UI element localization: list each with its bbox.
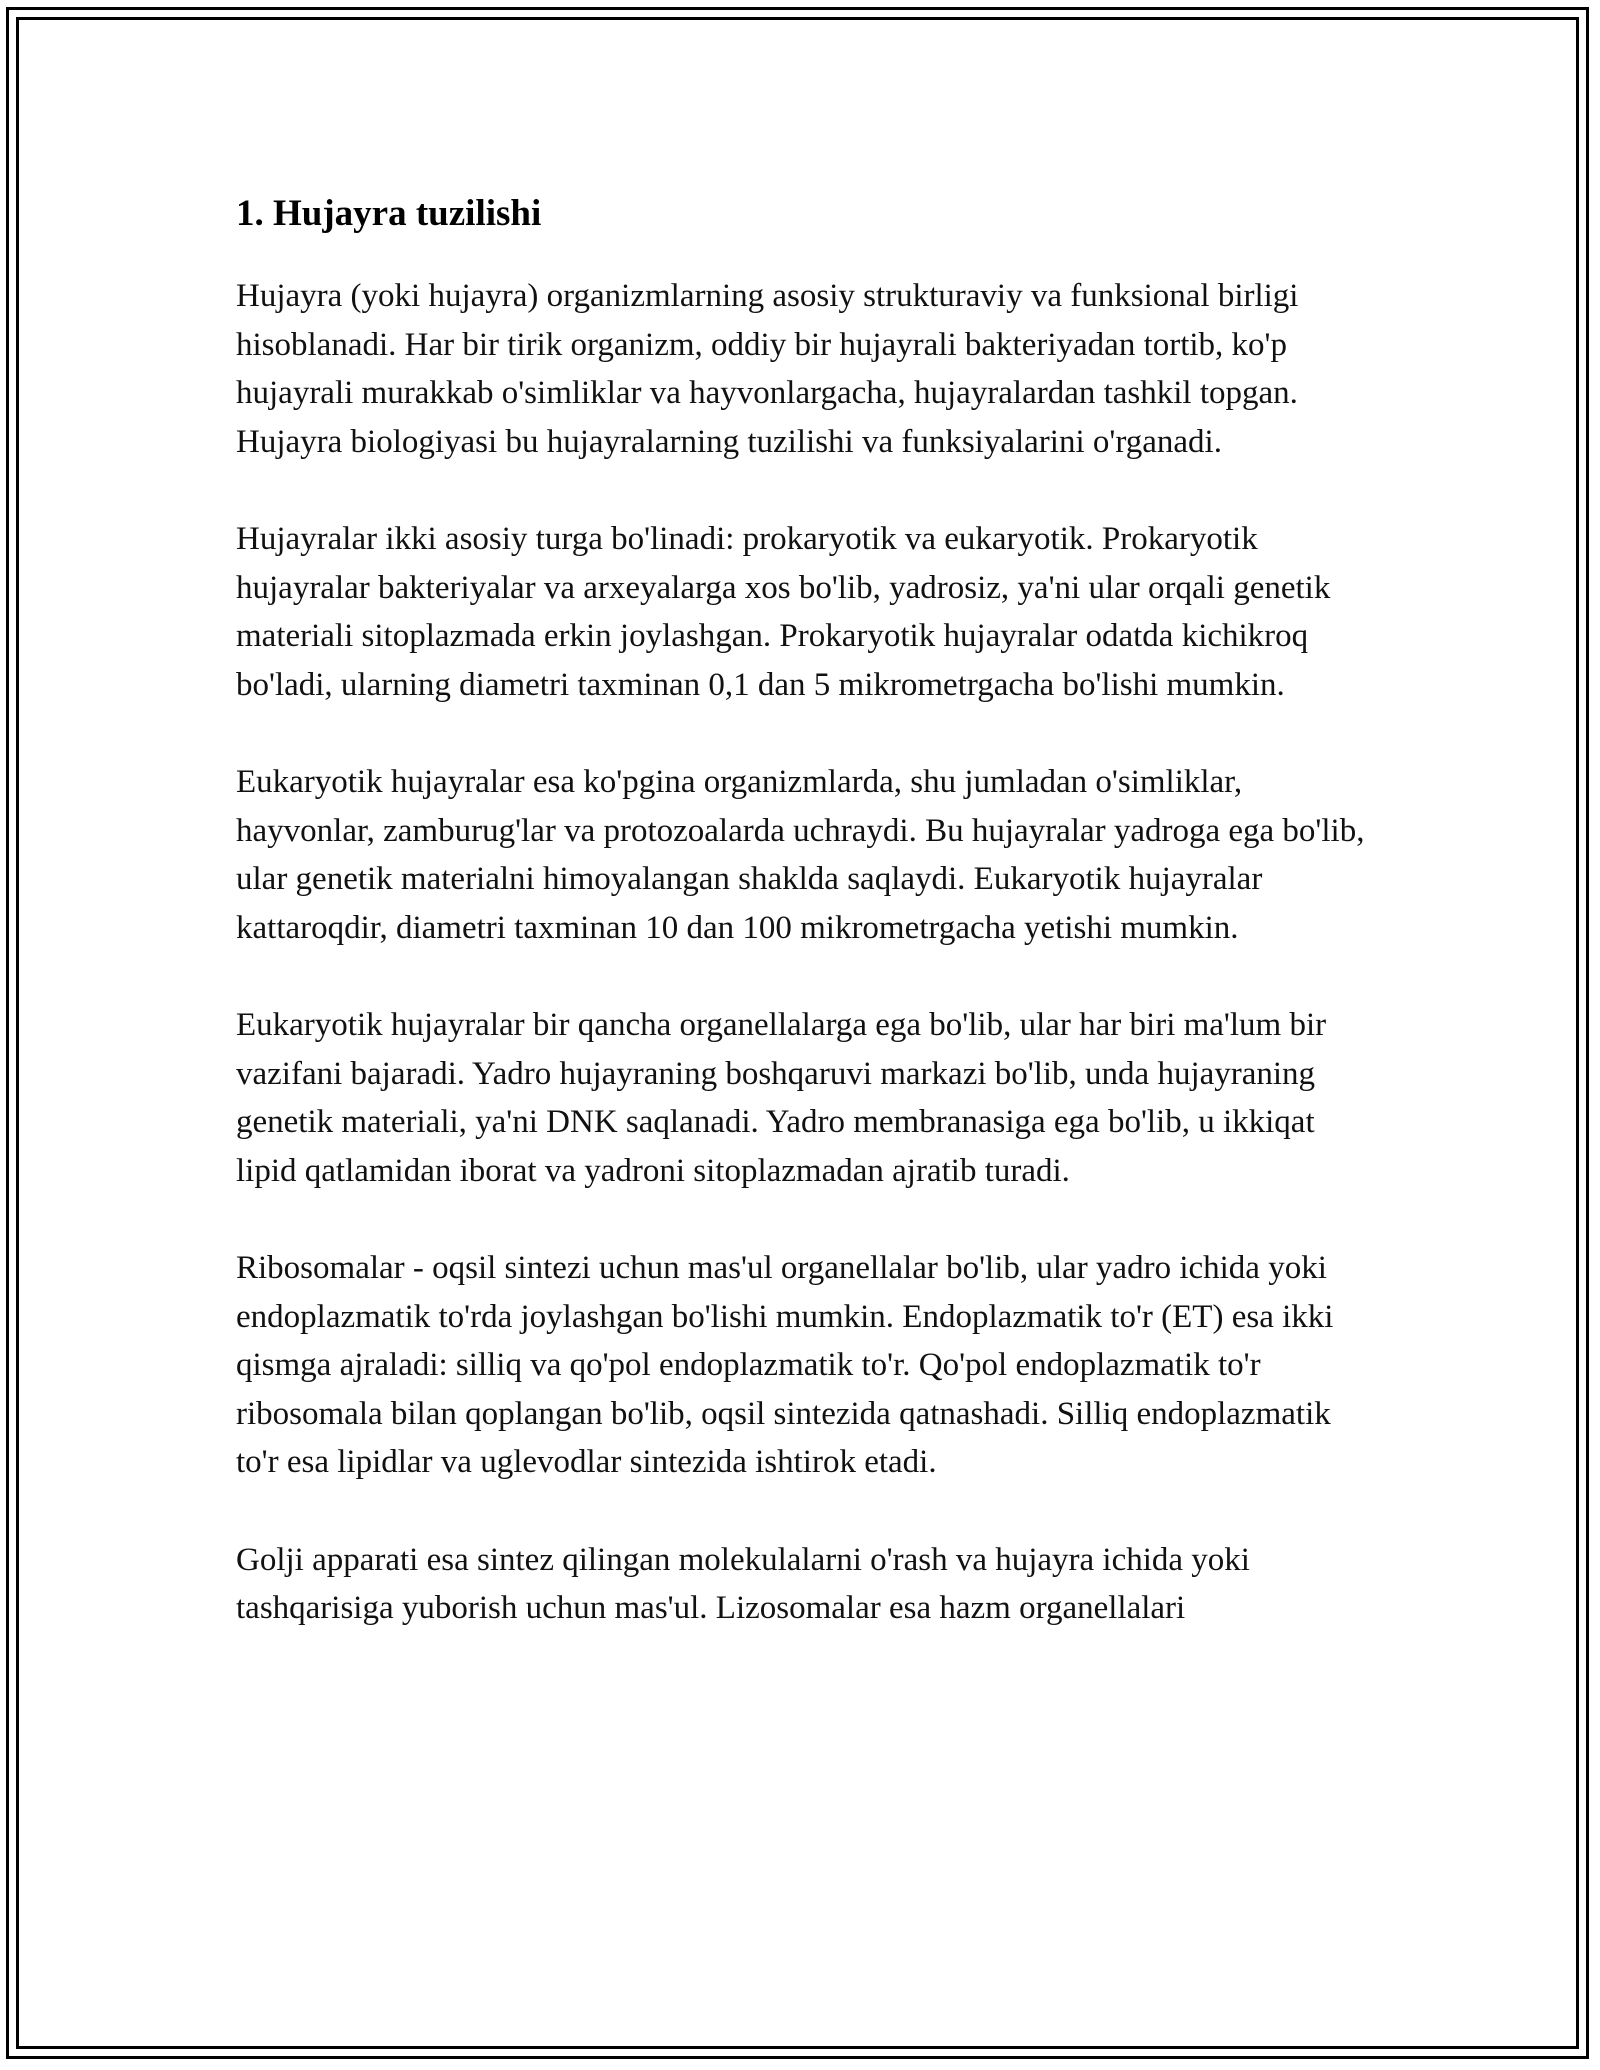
document-body — [236, 186, 1376, 1682]
paragraph-3: Eukaryotik hujayralar esa ko'pgina organizmlarda, shu jumladan o'simliklar, hayvonlar, zamburug'lar va protozoalarda uchraydi. Bu hujayralar yadroga ega bo'lib, ular genetik materialni himoyalangan shaklda saqlaydi. Eukaryotik hujayralar kattaroqdir, diametri taxminan 10 dan 100 mikrometrgacha yetishi mumkin. — [236, 764, 1365, 946]
paragraph-2: Hujayralar ikki asosiy turga bo'linadi: prokaryotik va eukaryotik. Prokaryotik hujayralar bakteriyalar va arxeyalarga xos bo'lib, yadrosiz, ya'ni ular orqali genetik materiali sitoplazmada erkin joylashgan. Prokaryotik hujayralar odatda kichikroq bo'ladi, ularning diametri taxminan 0,1 dan 5 mikrometrgacha bo'lishi mumkin. — [236, 521, 1331, 703]
paragraph-1: Hujayra (yoki hujayra) organizmlarning asosiy strukturaviy va funksional birligi hisoblanadi. Har bir tirik organizm, oddiy bir hujayrali bakteriyadan tortib, ko'p hujayrali murakkab o'simliklar va hayvonlargacha, hujayralardan tashkil topgan. Hujayra biologiyasi bu hujayralarning tuzilishi va funksiyalarini o'rganadi. — [236, 278, 1299, 460]
paragraph-6: Golji apparati esa sintez qilingan molekulalarni o'rash va hujayra ichida yoki tashqarisiga yuborish uchun mas'ul. Lizosomalar esa hazm organellalari — [236, 1541, 1250, 1626]
paragraph-4: Eukaryotik hujayralar bir qancha organellalarga ega bo'lib, ular har biri ma'lum bir vazifani bajaradi. Yadro hujayraning boshqaruvi markazi bo'lib, unda hujayraning genetik materiali, ya'ni DNK saqlanadi. Yadro membranasiga ega bo'lib, u ikkiqat lipid qatlamidan iborat va yadroni sitoplazmadan ajratib turadi. — [236, 1007, 1327, 1189]
section-heading: 1. Hujayra tuzilishi — [236, 193, 542, 234]
paragraph-5: Ribosomalar - oqsil sintezi uchun mas'ul organellalar bo'lib, ular yadro ichida yoki endoplazmatik to'rda joylashgan bo'lishi mumkin. Endoplazmatik to'r (ET) esa ikki qismga ajraladi: silliq va qo'pol endoplazmatik to'r. Qo'pol endoplazmatik to'r ribosomala bilan qoplangan bo'lib, oqsil sintezida qatnashadi. Silliq endoplazmatik to'r esa lipidlar va uglevodlar sintezida ishtirok etadi. — [236, 1250, 1334, 1480]
